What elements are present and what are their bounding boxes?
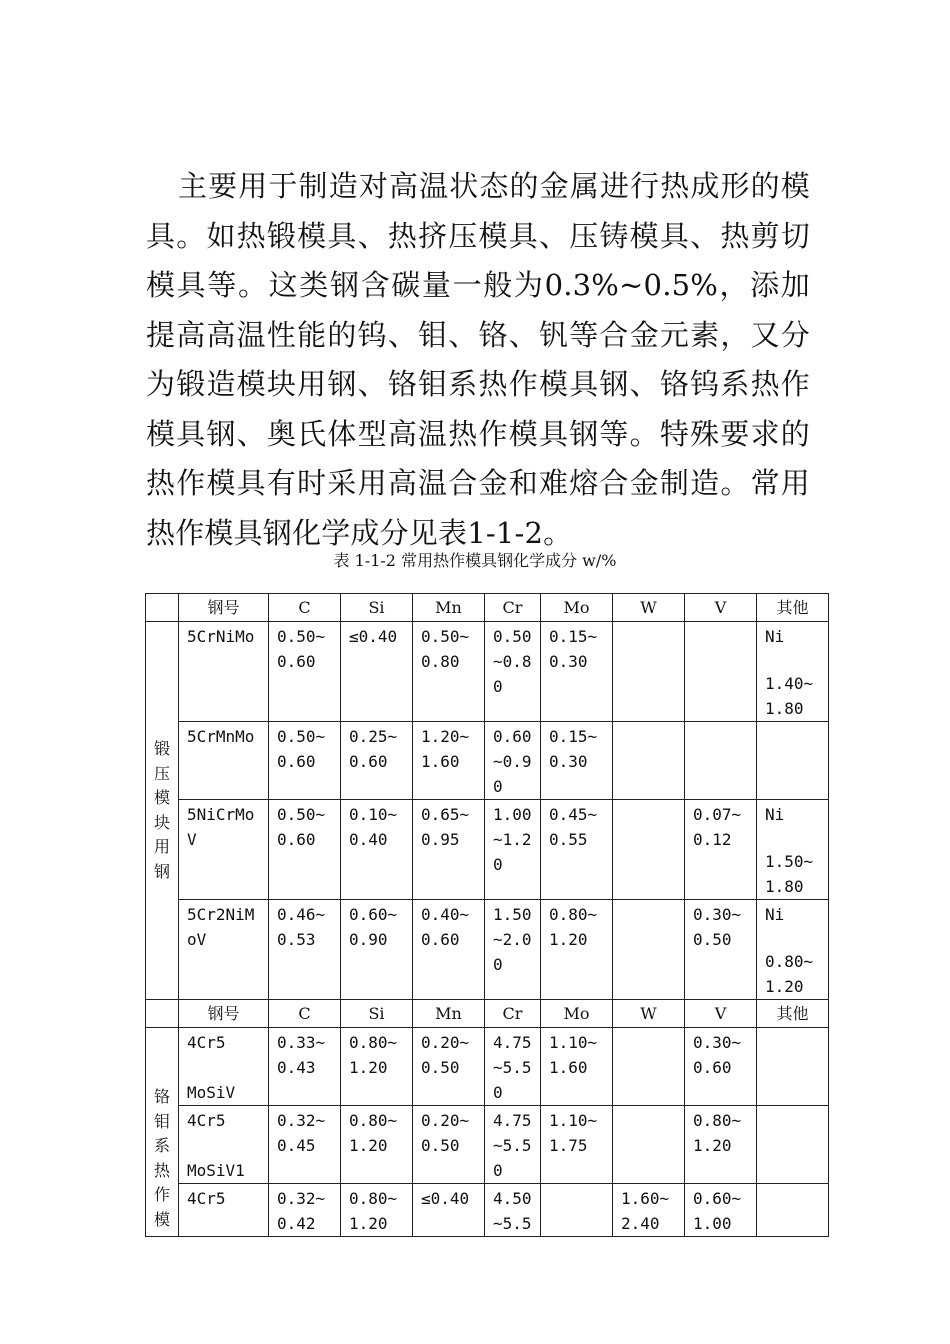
c-cell: 0.32~0.42 — [269, 1184, 341, 1237]
header-c: C — [269, 1000, 341, 1028]
grade-cell: 4Cr5 MoSiV — [179, 1028, 269, 1106]
other-element: Ni — [765, 905, 785, 924]
mo-cell: 0.15~0.30 — [541, 622, 613, 722]
other-value: 1.50~1.80 — [765, 852, 814, 896]
table-row — [146, 622, 829, 722]
other-value: 1.40~1.80 — [765, 674, 814, 718]
header-blank — [146, 1000, 179, 1028]
v-cell — [685, 622, 757, 722]
c-cell: 0.50~0.60 — [269, 800, 341, 900]
grade-cell: 5CrMnMo — [179, 722, 269, 800]
header-grade: 钢号 — [179, 594, 269, 622]
cr-cell: 0.50~0.80 — [485, 622, 541, 722]
header-v: V — [685, 594, 757, 622]
table-row — [146, 722, 829, 800]
mo-cell: 1.10~1.60 — [541, 1028, 613, 1106]
composition-table — [145, 593, 829, 1237]
table-row — [146, 900, 829, 1000]
body-paragraph: 主要用于制造对高温状态的金属进行热成形的模具。如热锻模具、热挤压模具、压铸模具、热剪切模具等。这类钢含碳量一般为0.3%~0.5%，添加提高高温性能的钨、钼、铬、钒等合金元素，又分为锻造模块用钢、铬钼系热作模具钢、铬钨系热作模具钢、奥氏体型高温热作模具钢等。特殊要求的热作模具有时采用高温合金和难熔合金制造。常用热作模具钢化学成分见表1-1-2。 — [146, 169, 810, 550]
v-cell: 0.07~0.12 — [685, 800, 757, 900]
cr-cell: 4.50~5.5 — [485, 1184, 541, 1237]
v-cell: 0.30~0.60 — [685, 1028, 757, 1106]
header-grade: 钢号 — [179, 1000, 269, 1028]
other-cell — [757, 800, 829, 900]
mn-cell: 0.50~0.80 — [413, 622, 485, 722]
w-cell — [613, 622, 685, 722]
w-cell — [613, 900, 685, 1000]
cr-cell: 1.00~1.20 — [485, 800, 541, 900]
mo-cell — [541, 1184, 613, 1237]
w-cell — [613, 722, 685, 800]
mn-cell: ≤0.40 — [413, 1184, 485, 1237]
header-si: Si — [341, 594, 413, 622]
w-cell — [613, 800, 685, 900]
si-cell: 0.25~0.60 — [341, 722, 413, 800]
mo-cell: 0.15~0.30 — [541, 722, 613, 800]
si-cell: 0.80~1.20 — [341, 1184, 413, 1237]
si-cell: ≤0.40 — [341, 622, 413, 722]
other-value: 0.80~1.20 — [765, 952, 814, 996]
header-cr: Cr — [485, 1000, 541, 1028]
other-element: Ni — [765, 627, 785, 646]
table-row — [146, 1106, 829, 1184]
mn-cell: 0.65~0.95 — [413, 800, 485, 900]
w-cell: 1.60~2.40 — [613, 1184, 685, 1237]
si-cell: 0.80~1.20 — [341, 1028, 413, 1106]
mo-cell: 1.10~1.75 — [541, 1106, 613, 1184]
other-cell — [757, 1106, 829, 1184]
v-cell: 0.30~0.50 — [685, 900, 757, 1000]
table-row — [146, 1028, 829, 1106]
table-row — [146, 1184, 829, 1237]
other-cell — [757, 1028, 829, 1106]
header-mo: Mo — [541, 594, 613, 622]
grade-cell: 5Cr2NiMoV — [179, 900, 269, 1000]
header-mn: Mn — [413, 1000, 485, 1028]
c-cell: 0.50~0.60 — [269, 622, 341, 722]
header-si: Si — [341, 1000, 413, 1028]
v-cell: 0.60~1.00 — [685, 1184, 757, 1237]
header-other: 其他 — [757, 1000, 829, 1028]
mn-cell: 0.20~0.50 — [413, 1028, 485, 1106]
header-c: C — [269, 594, 341, 622]
c-cell: 0.33~0.43 — [269, 1028, 341, 1106]
table-caption: 表 1-1-2 常用热作模具钢化学成分 w/% — [333, 551, 617, 570]
other-cell — [757, 900, 829, 1000]
mo-cell: 0.45~0.55 — [541, 800, 613, 900]
w-cell — [613, 1028, 685, 1106]
header-mo: Mo — [541, 1000, 613, 1028]
v-cell — [685, 722, 757, 800]
cr-cell: 4.75~5.50 — [485, 1106, 541, 1184]
cr-cell: 0.60~0.90 — [485, 722, 541, 800]
mo-cell: 0.80~1.20 — [541, 900, 613, 1000]
group-label-crmo: 铬钼系热作模 — [146, 1028, 179, 1237]
cr-cell: 4.75~5.50 — [485, 1028, 541, 1106]
header-w: W — [613, 1000, 685, 1028]
group-label-forging: 锻压模块用钢 — [146, 622, 179, 1000]
cr-cell: 1.50~2.00 — [485, 900, 541, 1000]
header-mn: Mn — [413, 594, 485, 622]
si-cell: 0.10~0.40 — [341, 800, 413, 900]
grade-cell: 5CrNiMo — [179, 622, 269, 722]
grade-cell: 4Cr5 MoSiV1 — [179, 1106, 269, 1184]
header-blank — [146, 594, 179, 622]
header-row — [146, 594, 829, 622]
c-cell: 0.32~0.45 — [269, 1106, 341, 1184]
mn-cell: 1.20~1.60 — [413, 722, 485, 800]
other-cell — [757, 622, 829, 722]
mn-cell: 0.40~0.60 — [413, 900, 485, 1000]
header-row — [146, 1000, 829, 1028]
w-cell — [613, 1106, 685, 1184]
si-cell: 0.60~0.90 — [341, 900, 413, 1000]
header-other: 其他 — [757, 594, 829, 622]
header-cr: Cr — [485, 594, 541, 622]
table-row — [146, 800, 829, 900]
v-cell: 0.80~1.20 — [685, 1106, 757, 1184]
c-cell: 0.50~0.60 — [269, 722, 341, 800]
c-cell: 0.46~0.53 — [269, 900, 341, 1000]
grade-cell: 5NiCrMoV — [179, 800, 269, 900]
header-v: V — [685, 1000, 757, 1028]
other-cell — [757, 1184, 829, 1237]
header-w: W — [613, 594, 685, 622]
grade-cell: 4Cr5 — [179, 1184, 269, 1237]
si-cell: 0.80~1.20 — [341, 1106, 413, 1184]
other-cell — [757, 722, 829, 800]
other-element: Ni — [765, 805, 785, 824]
mn-cell: 0.20~0.50 — [413, 1106, 485, 1184]
